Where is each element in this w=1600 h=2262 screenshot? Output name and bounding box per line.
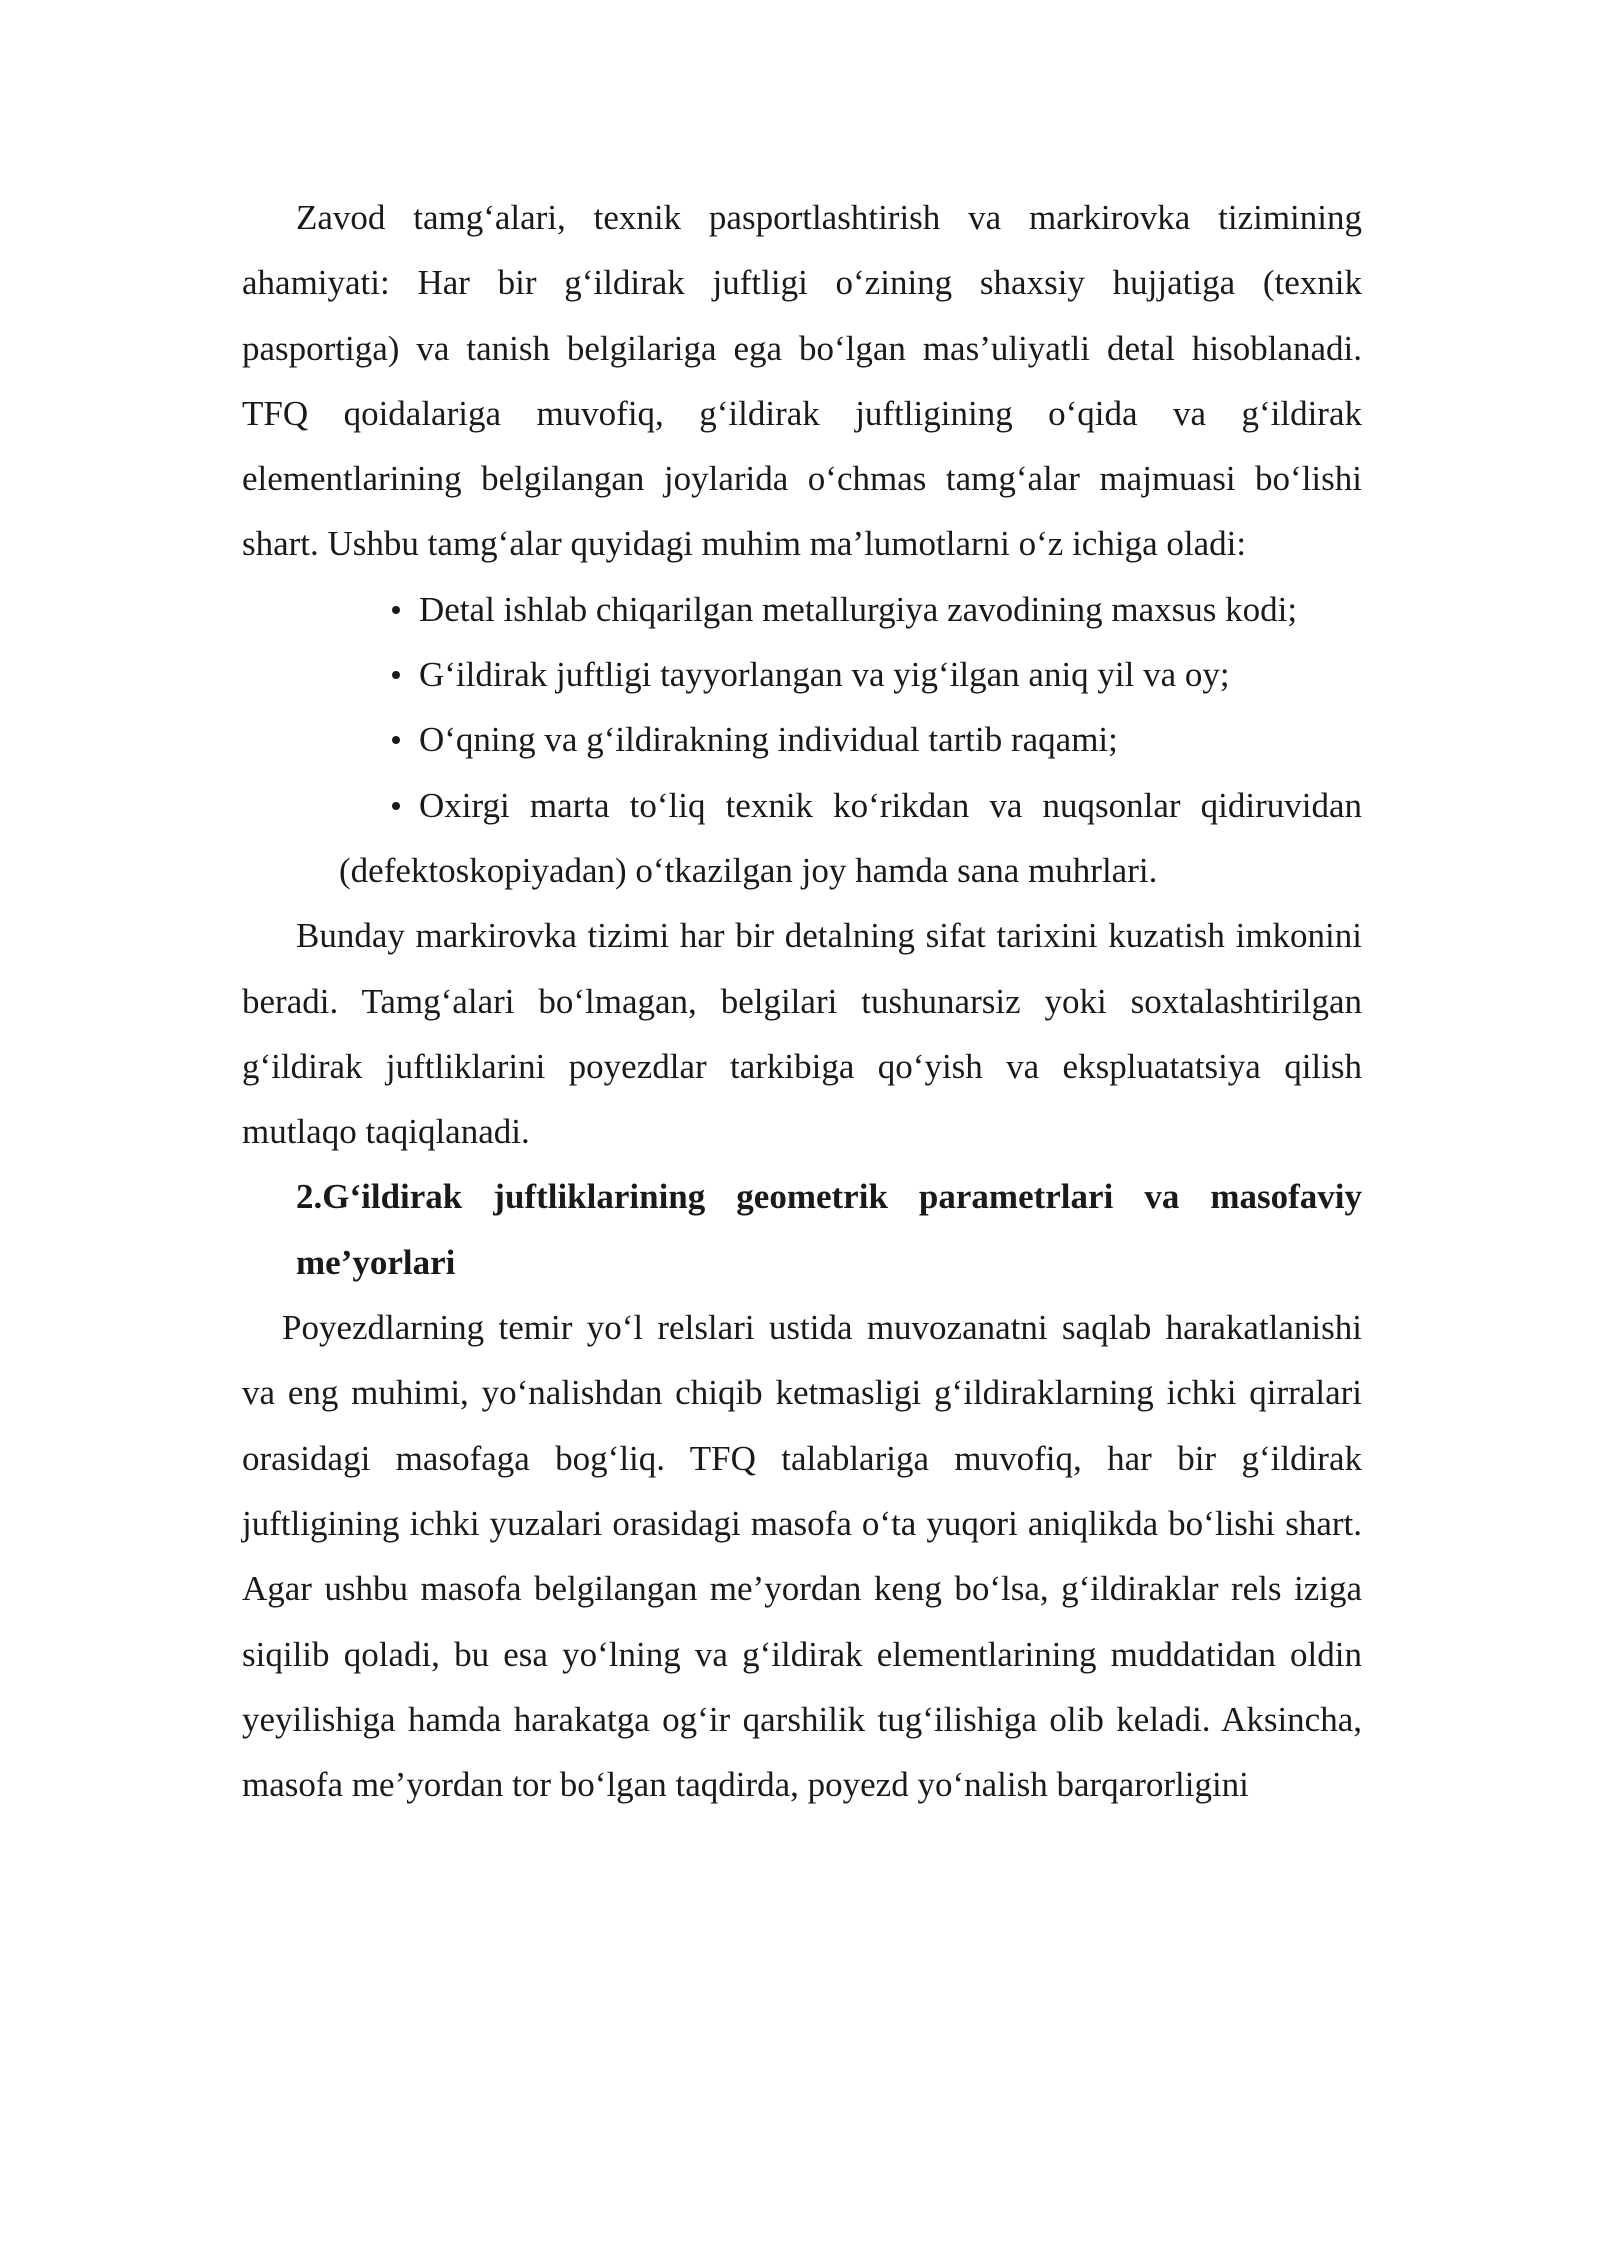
list-item (339, 707, 1362, 772)
list-item-text: O‘qning va g‘ildirakning individual tartib raqami; (419, 720, 1118, 760)
document-body (242, 185, 1362, 1817)
paragraph-intro: Zavod tamg‘alari, texnik pasportlashtirish va markirovka tizimining ahamiyati: Har bir g‘ildirak juftligi o‘zining shaxsiy hujjatiga (texnik pasportiga) va tanish belgilariga ega bo‘lgan mas’uliyatli detal hisoblanadi. TFQ qoidalariga muvofiq, g‘ildirak juftligining o‘qida va g‘ildirak elementlarining belgilangan joylarida o‘chmas tamg‘alar majmuasi bo‘lishi shart. Ushbu tamg‘alar quyidagi muhim ma’lumotlarni o‘z ichiga oladi: (242, 198, 1362, 564)
bullet-icon (392, 606, 400, 614)
bullet-icon (392, 736, 400, 744)
section-heading: 2.G‘ildirak juftliklarining geometrik parametrlari va masofaviy me’yorlari (296, 1177, 1362, 1282)
list-item (339, 577, 1362, 642)
list-item (339, 642, 1362, 707)
bullet-icon (392, 671, 400, 679)
list-item-text: Detal ishlab chiqarilgan metallurgiya zavodining maxsus kodi; (419, 589, 1298, 629)
paragraph-marking: Bunday markirovka tizimi har bir detalning sifat tarixini kuzatish imkonini beradi. Tamg‘alari bo‘lmagan, belgilari tushunarsiz yoki soxtalashtirilgan g‘ildirak juftliklarini poyezdlar tarkibiga qo‘yish va ekspluatatsiya qilish mutlaqo taqiqlanadi. (242, 916, 1362, 1152)
bullet-list (242, 577, 1362, 903)
paragraph-geometry: Poyezdlarning temir yo‘l relslari ustida muvozanatni saqlab harakatlanishi va eng muhimi, yo‘nalishdan chiqib ketmasligi g‘ildiraklarning ichki qirralari orasidagi masofaga bog‘liq. TFQ talablariga muvofiq, har bir g‘ildirak juftligining ichki yuzalari orasidagi masofa o‘ta yuqori aniqlikda bo‘lishi shart. Agar ushbu masofa belgilangan me’yordan keng bo‘lsa, g‘ildiraklar rels iziga siqilib qoladi, bu esa yo‘lning va g‘ildirak elementlarining muddatidan oldin yeyilishiga hamda harakatga og‘ir qarshilik tug‘ilishiga olib keladi. Aksincha, masofa me’yordan tor bo‘lgan taqdirda, poyezd yo‘nalish barqarorligini (242, 1308, 1362, 1805)
list-item (339, 773, 1362, 904)
list-item-text: G‘ildirak juftligi tayyorlangan va yig‘ilgan aniq yil va oy; (419, 655, 1230, 695)
list-item-text: Oxirgi marta to‘liq texnik ko‘rikdan va nuqsonlar qidiruvidan (defektoskopiyadan) o‘tkazilgan joy hamda sana muhrlari. (339, 785, 1362, 890)
bullet-icon (392, 802, 400, 810)
